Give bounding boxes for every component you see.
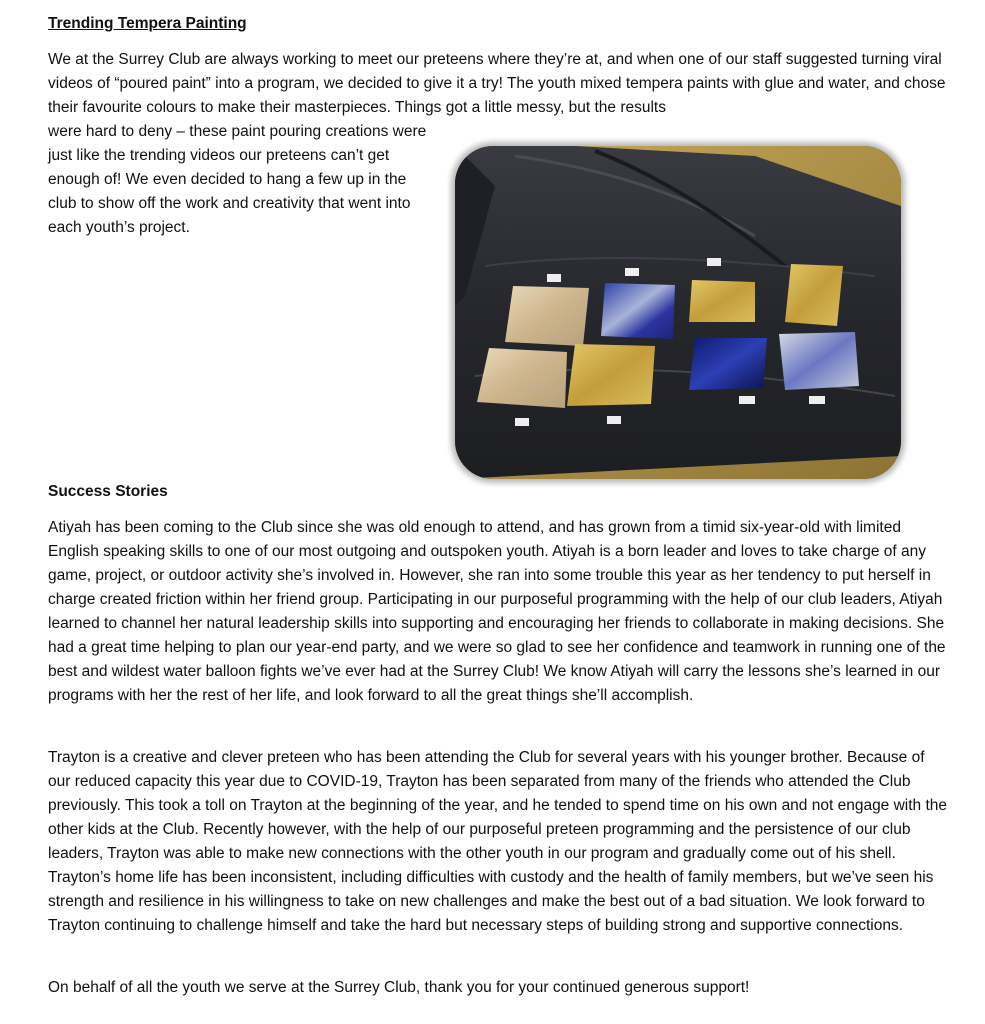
section-title-success: Success Stories (48, 483, 168, 500)
success-story-paragraph: Atiyah has been coming to the Club since she was old enough to attend, and has grown from a timid six-year-old with limited English speaking skills to one of our most outgoing and outspoken youth. Atiyah is a born leader and loves to take charge of any game, project, or outdoor activity she’s involved in. However, she ran into some trouble this year as her tendency to put herself in charge created friction within her friend group. Participating in our purposeful programming with the help of our club leaders, Atiyah learned to channel her natural leadership skills into supporting and encouraging her friends to collaborate in making decisions. She had a great time helping to plan our year-end party, and we were so glad to see her confidence and teamwork in running one of the best and wildest water balloon fights we’ve ever had at the Surrey Club! We know Atiyah will carry the lessons she’s learned in our programs with her the rest of her life, and look forward to all the great things she’ll accomplish. (48, 519, 946, 704)
photo-of-poured-paint-canvases-icon (455, 146, 901, 479)
section-title-trending: Trending Tempera Painting (48, 15, 247, 32)
paint-pouring-photo (455, 146, 901, 479)
trending-paragraph: We at the Surrey Club are always working to meet our preteens where they’re at, and when one of our staff suggested turning viral videos of “poured paint” into a program, we decided to give it a try! The youth mixed tempera paints with glue and water, and chose their favourite colours to make their masterpieces. Things got a little messy, but the results (48, 51, 946, 116)
success-story-paragraph: Trayton is a creative and clever preteen who has been attending the Club for several years with his younger brother. Because of our reduced capacity this year due to COVID-19, Trayton has been separated from many of the friends who attended the Club previously. This took a toll on Trayton at the beginning of the year, and he tended to spend time on his own and not engage with the other kids at the Club. Recently however, with the help of our purposeful preteen programming and the persistence of our club leaders, Trayton was able to make new connections with the other youth in our program and gradually come out of his shell. Trayton’s home life has been inconsistent, including difficulties with custody and the health of family members, but we’ve seen his strength and resilience in his willingness to take on new challenges and make the best out of a bad situation. We look forward to Trayton continuing to challenge himself and take the hard but necessary steps of building strong and supportive connections. (48, 749, 948, 934)
closing-paragraph: On behalf of all the youth we serve at the Surrey Club, thank you for your continued generous support! (48, 979, 750, 996)
trending-paragraph-wrapped: were hard to deny – these paint pouring creations were just like the trending videos our preteens can’t get enough of! We even decided to hang a few up in the club to show off the work and creativity that went into each youth’s project. (48, 123, 427, 236)
